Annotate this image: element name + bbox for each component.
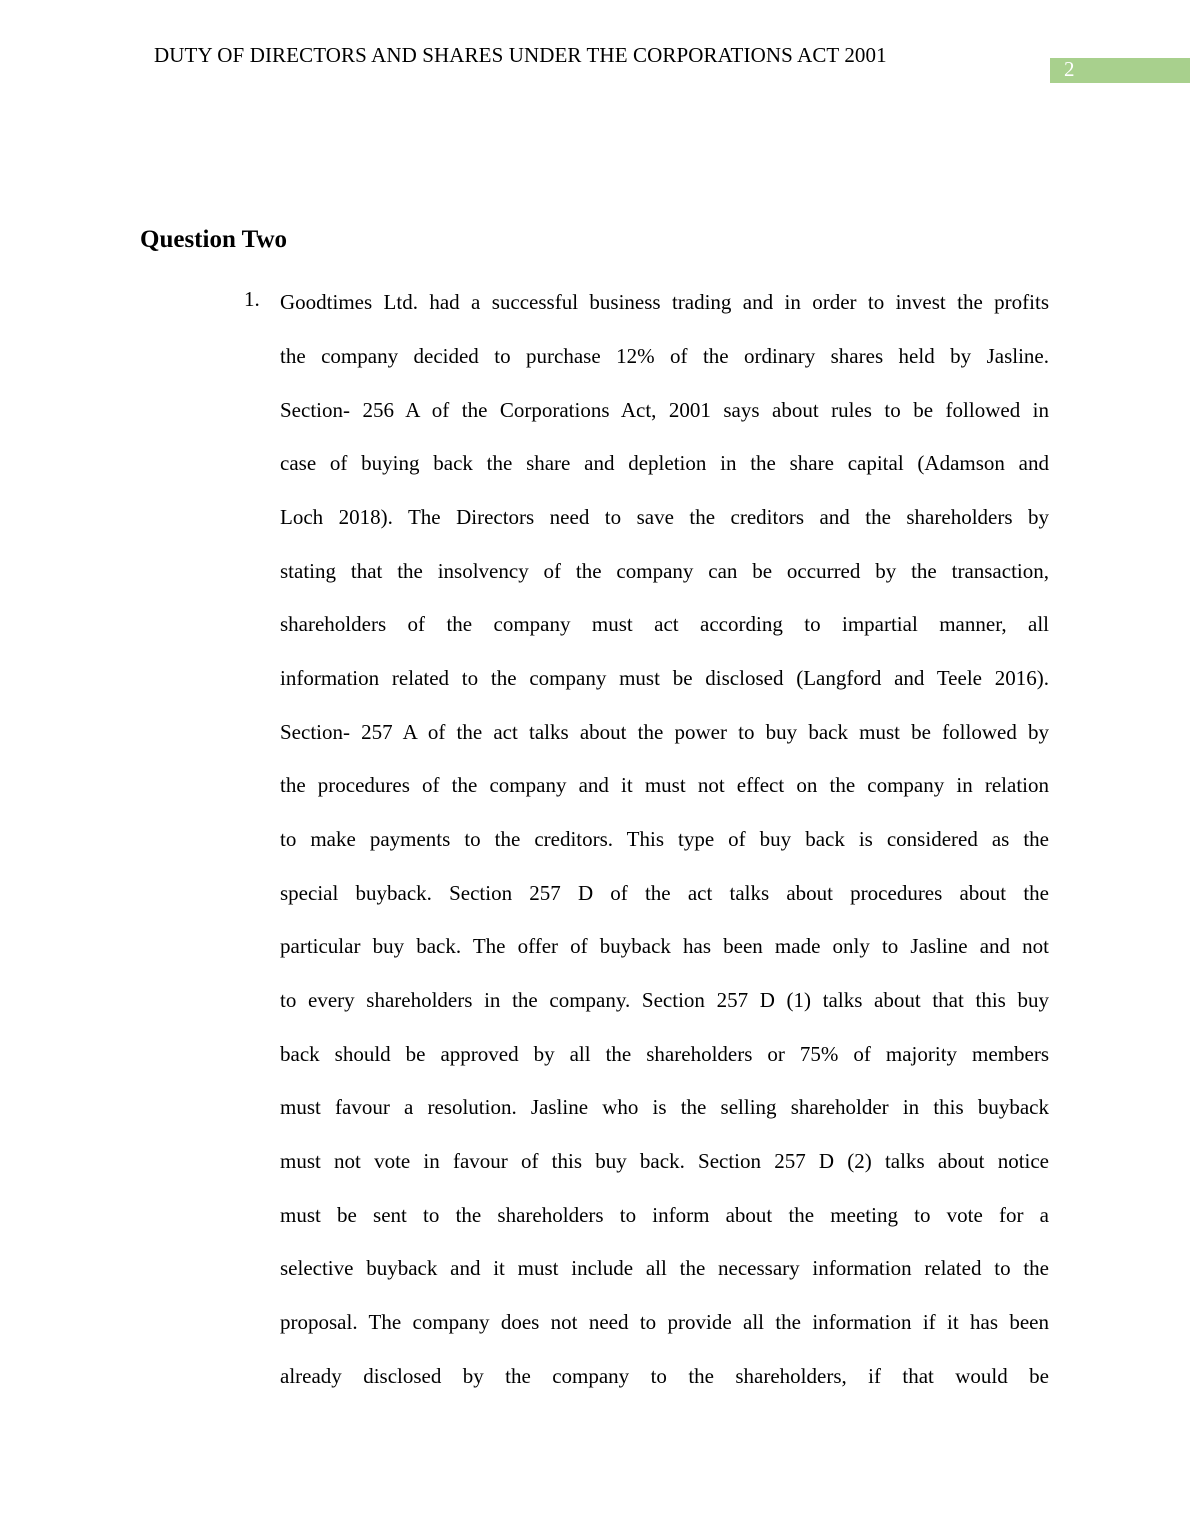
- paragraph-line: to every shareholders in the company. Section 257 D (1) talks about that this buy: [280, 988, 1049, 1012]
- paragraph-line: back should be approved by all the shareholders or 75% of majority members: [280, 1042, 1049, 1066]
- page-number-badge: [1050, 58, 1190, 83]
- paragraph-line: Section- 257 A of the act talks about the power to buy back must be followed by: [280, 720, 1049, 744]
- paragraph-line: particular buy back. The offer of buyback has been made only to Jasline and not: [280, 934, 1049, 958]
- paragraph-line: shareholders of the company must act according to impartial manner, all: [280, 612, 1049, 636]
- paragraph-line: special buyback. Section 257 D of the act talks about procedures about the: [280, 881, 1049, 905]
- paragraph-line: Goodtimes Ltd. had a successful business trading and in order to invest the profits: [280, 290, 1049, 314]
- paragraph-line: Loch 2018). The Directors need to save the creditors and the shareholders by: [280, 505, 1049, 529]
- paragraph-line: information related to the company must be disclosed (Langford and Teele 2016).: [280, 666, 1049, 690]
- page-number: 2: [1064, 57, 1075, 81]
- paragraph-line: the company decided to purchase 12% of the ordinary shares held by Jasline.: [280, 344, 1049, 368]
- paragraph-line: must be sent to the shareholders to inform about the meeting to vote for a: [280, 1203, 1049, 1227]
- list-item-number: 1.: [244, 287, 260, 311]
- paragraph-line: stating that the insolvency of the company can be occurred by the transaction,: [280, 559, 1049, 583]
- paragraph-line: Section- 256 A of the Corporations Act, 2001 says about rules to be followed in: [280, 398, 1049, 422]
- paragraph-line: case of buying back the share and depletion in the share capital (Adamson and: [280, 451, 1049, 475]
- section-heading: Question Two: [140, 226, 288, 253]
- running-header-title: DUTY OF DIRECTORS AND SHARES UNDER THE CORPORATIONS ACT 2001: [154, 43, 887, 67]
- paragraph-line: must favour a resolution. Jasline who is the selling shareholder in this buyback: [280, 1095, 1049, 1119]
- paragraph-line: the procedures of the company and it must not effect on the company in relation: [280, 773, 1049, 797]
- paragraph-line: must not vote in favour of this buy back. Section 257 D (2) talks about notice: [280, 1149, 1049, 1173]
- paragraph-line: already disclosed by the company to the shareholders, if that would be: [280, 1364, 1049, 1388]
- paragraph-line: proposal. The company does not need to provide all the information if it has been: [280, 1310, 1049, 1334]
- paragraph-line: to make payments to the creditors. This type of buy back is considered as the: [280, 827, 1049, 851]
- paragraph-line: selective buyback and it must include all the necessary information related to the: [280, 1256, 1049, 1280]
